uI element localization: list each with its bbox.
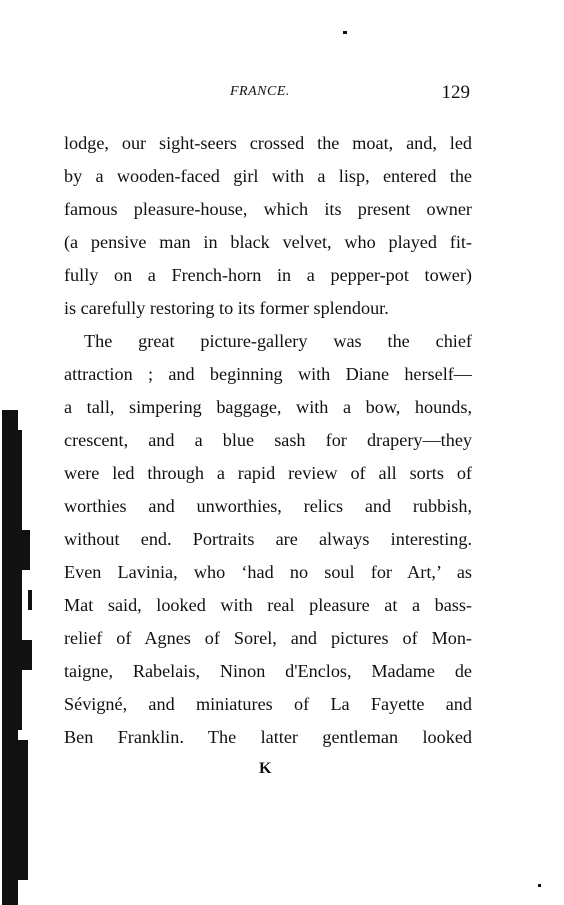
text-line: by a wooden-faced girl with a lisp, entered the xyxy=(64,166,472,186)
text-line: without end. Portraits are always interesting. xyxy=(64,529,472,549)
text-line: lodge, our sight-seers crossed the moat, and, led xyxy=(64,133,472,153)
text-line: Sévigné, and miniatures of La Fayette and xyxy=(64,694,472,714)
text-line: taigne, Rabelais, Ninon d'Enclos, Madame de xyxy=(64,661,472,681)
body-text xyxy=(64,128,472,755)
text-line: Ben Franklin. The latter gentleman looked xyxy=(64,727,472,747)
text-line: were led through a rapid review of all sorts of xyxy=(64,463,472,483)
text-line: relief of Agnes of Sorel, and pictures of Mon- xyxy=(64,628,472,648)
text-line: famous pleasure-house, which its present owner xyxy=(64,199,472,219)
page-number: 129 xyxy=(441,82,470,103)
text-line: crescent, and a blue sash for drapery—they xyxy=(64,430,472,450)
page-header xyxy=(64,84,472,108)
speck-bottom xyxy=(538,884,541,887)
signature-mark: K xyxy=(259,760,272,777)
scan-binding-shadow xyxy=(0,410,34,905)
text-line: worthies and unworthies, relics and rubbish, xyxy=(64,496,472,516)
text-line: is carefully restoring to its former splendour. xyxy=(64,298,389,318)
text-line: (a pensive man in black velvet, who played fit- xyxy=(64,232,472,252)
text-line: attraction ; and beginning with Diane herself— xyxy=(64,364,472,384)
text-line: fully on a French-horn in a pepper-pot tower) xyxy=(64,265,472,285)
text-line: a tall, simpering baggage, with a bow, hounds, xyxy=(64,397,472,417)
text-line: The great picture-gallery was the chief xyxy=(84,331,472,351)
text-line: Even Lavinia, who ‘had no soul for Art,’ as xyxy=(64,562,472,582)
speck-top xyxy=(343,31,347,34)
running-title: FRANCE. xyxy=(230,84,290,99)
text-line: Mat said, looked with real pleasure at a bass- xyxy=(64,595,472,615)
